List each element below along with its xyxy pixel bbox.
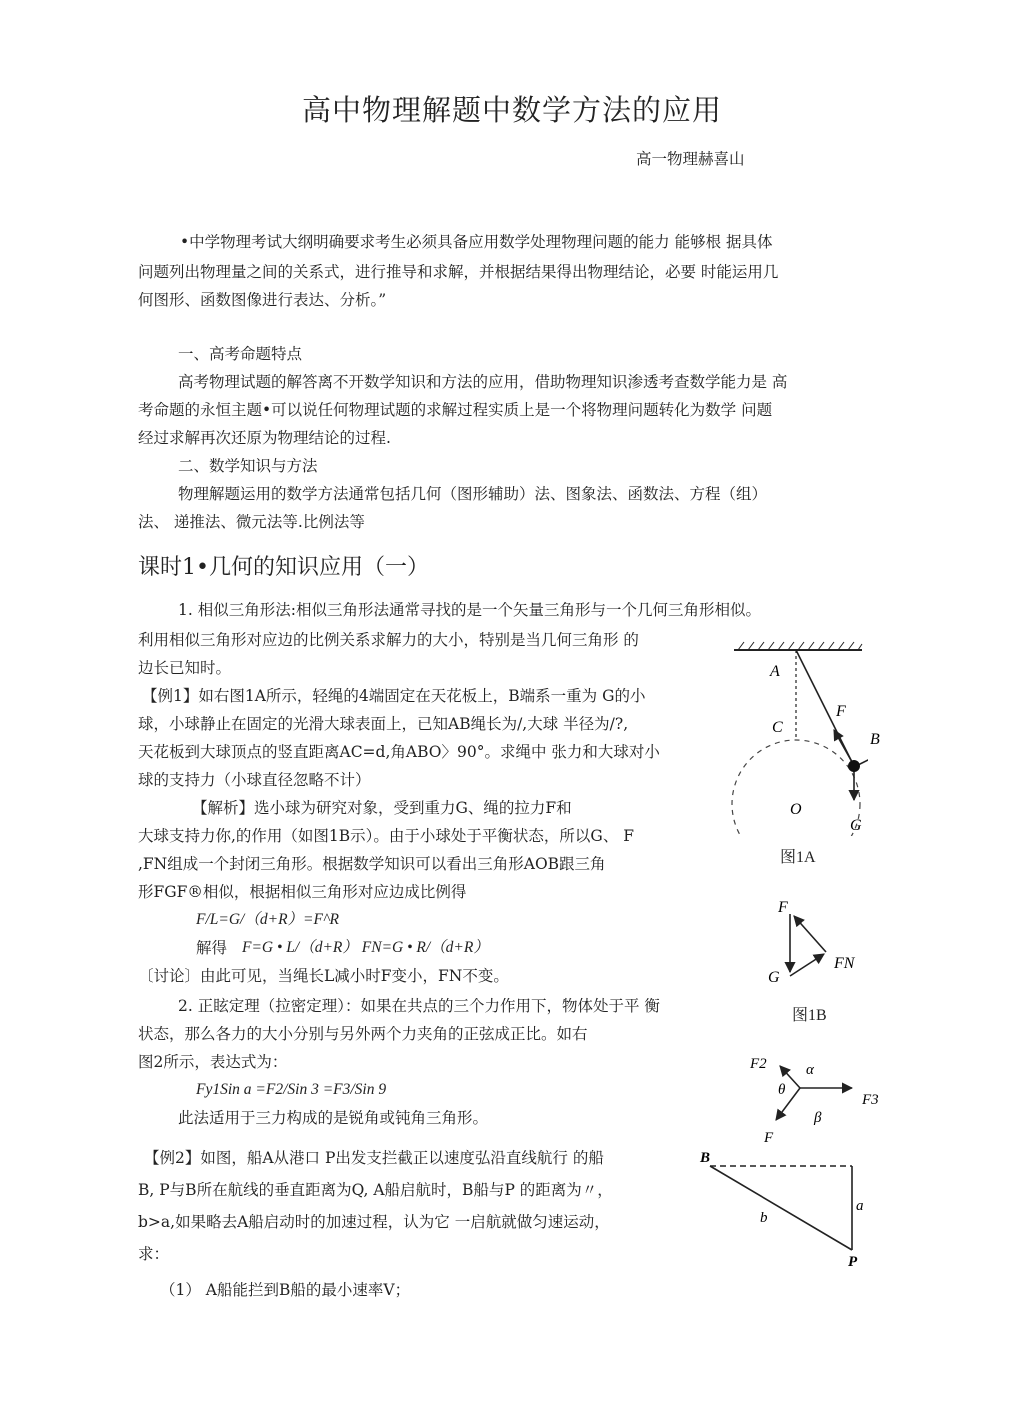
figure-3 <box>696 1144 876 1268</box>
section-1-heading: 一、高考命题特点 <box>178 345 303 363</box>
example-1-line-2: 球，小球静止在固定的光滑大球表面上，已知AB绳长为/,大球 半径为/?, <box>138 715 629 733</box>
solution-1-formula-label: 解得 <box>196 939 228 957</box>
svg-text:G: G <box>850 817 862 834</box>
distance-b-line <box>710 1166 852 1250</box>
example-2-line-3: b>a,如果略去A船启动时的加速过程，认为它 一启航就做匀速运动， <box>138 1213 610 1231</box>
figure-1b <box>762 896 872 990</box>
big-sphere <box>732 740 860 836</box>
solution-1-line-2: 大球支持力你,的作用（如图1B示）。由于小球处于平衡状态，所以G、 F <box>138 827 634 845</box>
svg-text:C: C <box>772 719 783 736</box>
force-f-arrow <box>834 730 852 762</box>
intro-line-2: 问题列出物理量之间的关系式，进行推导和求解，并根据结果得出物理结论，必要 时能运用几 <box>138 263 779 281</box>
svg-text:F: F <box>836 703 846 720</box>
figure-1a-label-b <box>868 724 898 754</box>
small-ball <box>848 760 860 772</box>
svg-text:G: G <box>768 969 780 986</box>
vector-f <box>794 916 826 952</box>
svg-text:B: B <box>870 731 880 748</box>
section-2-line-1: 物理解题运用的数学方法通常包括几何（图形辅助）法、图象法、函数法、方程（组） <box>178 485 768 503</box>
section-1-line-2: 考命题的永恒主题•可以说任何物理试题的求解过程实质上是一个将物理问题转化为数学 问题 <box>138 401 773 419</box>
author-line: 高一物理赫喜山 <box>636 150 745 168</box>
solution-1-line-4: 形FGF®相似，根据相似三角形对应边成比例得 <box>138 883 467 901</box>
method-2-line-3: 图2所示，表达式为： <box>138 1053 288 1071</box>
svg-text:F: F <box>778 899 788 916</box>
method-2-line-2: 状态，那么各力的大小分别与另外两个力夹角的正弦成正比。如右 <box>138 1025 588 1043</box>
svg-text:b: b <box>760 1210 768 1226</box>
page-title: 高中物理解题中数学方法的应用 <box>301 93 722 127</box>
intro-line-1: •中学物理考试大纲明确要求考生必须具备应用数学处理物理问题的能力 能够根 据具体 <box>180 233 773 251</box>
lesson-heading: 课时1•几何的知识应用（一） <box>138 555 429 580</box>
figure-1a-caption: 图1A <box>780 849 816 866</box>
section-1-line-3: 经过求解再次还原为物理结论的过程. <box>138 429 391 447</box>
svg-text:P: P <box>848 1254 858 1268</box>
example-2-line-2: B, P与B所在航线的垂直距离为Q, A船启航时，B船与P 的距离为〃， <box>138 1181 613 1199</box>
svg-text:F: F <box>764 1130 774 1142</box>
svg-text:F3: F3 <box>862 1092 879 1108</box>
svg-text:FN: FN <box>834 955 855 972</box>
section-2-heading: 二、数学知识与方法 <box>178 457 318 475</box>
solution-1-line-1: 【解析】选小球为研究对象，受到重力G、绳的拉力F和 <box>192 799 572 817</box>
method-1-line-1: 1. 相似三角形法:相似三角形法通常寻找的是一个矢量三角形与一个几何三角形相似。 <box>178 601 761 619</box>
method-2-formula: Fy1Sin a =F2/Sin 3 =F3/Sin 9 <box>196 1081 387 1098</box>
example-1-line-1: 【例1】如右图1A所示，轻绳的4端固定在天花板上，B端系一重为 G的小 <box>142 687 646 705</box>
example-2-line-1: 【例2】如图，船A从港口 P出发支拦截正以速度弘沿直线航行 的船 <box>144 1149 604 1167</box>
solution-1-formula-1: F/L=G/（d+R）=F^R <box>196 911 339 928</box>
svg-text:θ: θ <box>778 1082 786 1098</box>
svg-text:β: β <box>814 1110 822 1126</box>
method-1-line-2: 利用相似三角形对应边的比例关系求解力的大小，特别是当几何三角形 的 <box>138 631 639 649</box>
intro-line-3: 何图形、函数图像进行表达、分析。” <box>138 291 387 309</box>
svg-text:F2: F2 <box>750 1056 767 1072</box>
example-2-line-4: 求： <box>138 1245 170 1263</box>
section-1-line-1: 高考物理试题的解答离不开数学知识和方法的应用，借助物理知识渗透考查数学能力是 高 <box>178 373 788 391</box>
figure-1b-caption: 图1B <box>792 1007 827 1024</box>
method-2-line-1: 2. 正眩定理（拉密定理）：如果在共点的三个力作用下，物体处于平 衡 <box>178 997 660 1015</box>
svg-text:A: A <box>770 663 780 680</box>
method-1-line-3: 边长已知时。 <box>138 659 232 677</box>
solution-1-discussion: 〔讨论〕由此可见，当绳长L减小时F变小，FN不变。 <box>138 967 509 985</box>
solution-1-formula-2: F=G • L/（d+R） FN=G • R/（d+R） <box>242 939 489 956</box>
section-2-line-2: 法、 递推法、微元法等.比例法等 <box>138 513 365 531</box>
method-2-note: 此法适用于三力构成的是锐角或钝角三角形。 <box>178 1109 489 1127</box>
svg-text:O: O <box>790 801 802 818</box>
example-1-line-3: 天花板到大球顶点的竖直距离AC=d,角ABO〉90°。求绳中 张力和大球对小 <box>138 743 660 761</box>
figure-2 <box>748 1050 888 1142</box>
solution-1-line-3: ,FN组成一个封闭三角形。根据数学知识可以看出三角形AOB跟三角 <box>138 855 606 873</box>
example-1-line-4: 球的支持力（小球直径忽略不计） <box>138 771 371 789</box>
figure-1a <box>728 636 868 836</box>
vector-fn <box>790 954 824 976</box>
example-2-question-1: （1） A船能拦到B船的最小速率V； <box>160 1281 411 1299</box>
svg-text:B: B <box>700 1150 711 1166</box>
svg-text:α: α <box>806 1062 814 1078</box>
svg-text:a: a <box>856 1198 864 1214</box>
